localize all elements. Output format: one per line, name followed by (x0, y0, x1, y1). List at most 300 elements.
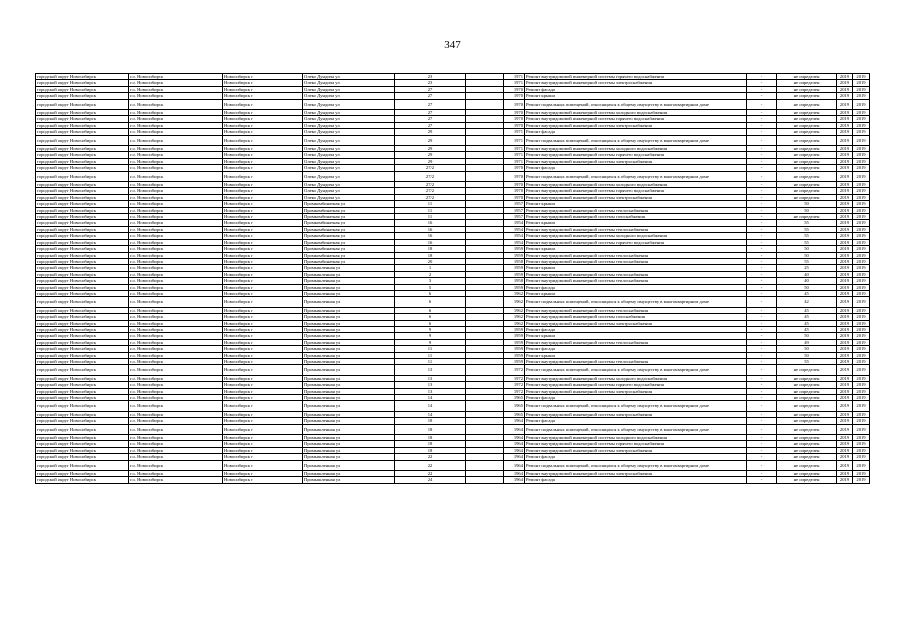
year-end-cell: 2019 (853, 395, 870, 401)
municipality-cell: городской округ Новосибирск (36, 165, 129, 171)
table-row (36, 424, 870, 434)
municipality-cell: городской округ Новосибирск (36, 365, 129, 375)
year-built-cell: 1954 (504, 226, 525, 232)
city-cell: Новосибирск г (223, 447, 303, 453)
year-end-cell: 2019 (853, 284, 870, 290)
year-start-cell: 2019 (837, 271, 853, 277)
year-end-cell: 2019 (853, 447, 870, 453)
cost-cell: 40 (777, 271, 837, 277)
municipality-cell: городской округ Новосибирск (36, 271, 129, 277)
work-type-cell: Ремонт внутридомовой инженерной системы электроснабжения (525, 194, 747, 200)
dash-cell: - (747, 165, 777, 171)
city-cell: Новосибирск г (223, 220, 303, 226)
year-end-cell: 2019 (853, 194, 870, 200)
street-cell: Промкомбинатная ул (303, 220, 395, 226)
cost-cell: не определен (777, 382, 837, 388)
work-type-cell: Ремонт внутридомовой инженерной системы электроснабжения (525, 80, 747, 86)
year-built-cell: 1964 (504, 435, 525, 441)
year-start-cell: 2019 (837, 454, 853, 460)
street-cell: Промышленная ул (303, 375, 395, 381)
year-end-cell: 2019 (853, 314, 870, 320)
municipality-cell: городской округ Новосибирск (36, 220, 129, 226)
year-end-cell: 2019 (853, 375, 870, 381)
work-type-cell: Ремонт подвальных помещений, относящихся к общему имуществу в многоквартирном доме (525, 171, 747, 181)
city-cell: Новосибирск г (223, 122, 303, 128)
year-built-cell: 1958 (504, 258, 525, 264)
cost-cell: 45 (777, 326, 837, 332)
year-built-cell: 1971 (504, 74, 525, 80)
work-type-cell: Ремонт внутридомовой инженерной системы горячего водоснабжения (525, 116, 747, 122)
house-number-cell: 16 (395, 226, 466, 232)
year-end-cell: 2019 (853, 418, 870, 424)
dash-cell: - (747, 99, 777, 109)
year-built-cell: 1959 (504, 339, 525, 345)
cost-cell: не определен (777, 93, 837, 99)
district-cell: г.о. Новосибирск (129, 158, 223, 164)
house-number-cell: 27/2 (395, 165, 466, 171)
street-cell: Олеко Дундича ул (303, 93, 395, 99)
cost-cell: не определен (777, 165, 837, 171)
city-cell: Новосибирск г (223, 165, 303, 171)
municipality-cell: городской округ Новосибирск (36, 388, 129, 394)
city-cell: Новосибирск г (223, 233, 303, 239)
municipality-cell: городской округ Новосибирск (36, 258, 129, 264)
dash-cell: - (747, 252, 777, 258)
year-start-cell: 2019 (837, 284, 853, 290)
work-type-cell: Ремонт внутридомовой инженерной системы горячего водоснабжения (525, 382, 747, 388)
municipality-cell: городской округ Новосибирск (36, 226, 129, 232)
city-cell: Новосибирск г (223, 395, 303, 401)
dash-cell: - (747, 110, 777, 116)
street-cell: Промышленная ул (303, 326, 395, 332)
year-start-cell: 2019 (837, 441, 853, 447)
district-cell: г.о. Новосибирск (129, 265, 223, 271)
municipality-cell: городской округ Новосибирск (36, 441, 129, 447)
municipality-cell: городской округ Новосибирск (36, 339, 129, 345)
work-type-cell: Ремонт подвальных помещений, относящихся к общему имуществу в многоквартирном доме (525, 135, 747, 145)
cost-cell: 55 (777, 233, 837, 239)
cost-cell: не определен (777, 171, 837, 181)
district-cell: г.о. Новосибирск (129, 165, 223, 171)
district-cell: г.о. Новосибирск (129, 454, 223, 460)
year-start-cell: 2019 (837, 307, 853, 313)
work-type-cell: Ремонт внутридомовой инженерной системы электроснабжения (525, 447, 747, 453)
year-end-cell: 2019 (853, 135, 870, 145)
house-number-cell: 2 (395, 271, 466, 277)
work-type-cell: Ремонт фасада (525, 284, 747, 290)
house-number-cell: 22 (395, 471, 466, 477)
year-start-cell: 2019 (837, 226, 853, 232)
street-cell: Олеко Дундича ул (303, 86, 395, 92)
dash-cell: - (747, 352, 777, 358)
district-cell: г.о. Новосибирск (129, 333, 223, 339)
year-end-cell: 2019 (853, 86, 870, 92)
building-cell (466, 365, 504, 375)
year-start-cell: 2019 (837, 359, 853, 365)
house-number-cell: 27 (395, 122, 466, 128)
year-end-cell: 2019 (853, 320, 870, 326)
year-end-cell: 2019 (853, 271, 870, 277)
house-number-cell: 16 (395, 239, 466, 245)
cost-cell: 55 (777, 258, 837, 264)
cost-cell: 45 (777, 307, 837, 313)
work-type-cell: Ремонт внутридомовой инженерной системы газоснабжения (525, 314, 747, 320)
cost-cell: не определен (777, 182, 837, 188)
street-cell: Олеко Дундича ул (303, 146, 395, 152)
municipality-cell: городской округ Новосибирск (36, 182, 129, 188)
house-number-cell: 13 (395, 375, 466, 381)
work-type-cell: Ремонт фасада (525, 395, 747, 401)
year-start-cell: 2019 (837, 401, 853, 411)
district-cell: г.о. Новосибирск (129, 233, 223, 239)
dash-cell: - (747, 271, 777, 277)
municipality-cell: городской округ Новосибирск (36, 146, 129, 152)
municipality-cell: городской округ Новосибирск (36, 158, 129, 164)
dash-cell: - (747, 477, 777, 483)
year-built-cell: 1964 (504, 477, 525, 483)
dash-cell: - (747, 395, 777, 401)
municipality-cell: городской округ Новосибирск (36, 382, 129, 388)
district-cell: г.о. Новосибирск (129, 375, 223, 381)
street-cell: Олеко Дундича ул (303, 116, 395, 122)
year-end-cell: 2019 (853, 326, 870, 332)
district-cell: г.о. Новосибирск (129, 382, 223, 388)
municipality-cell: городской округ Новосибирск (36, 74, 129, 80)
year-start-cell: 2019 (837, 99, 853, 109)
street-cell: Олеко Дундича ул (303, 99, 395, 109)
house-number-cell: 27 (395, 99, 466, 109)
year-built-cell: 1972 (504, 382, 525, 388)
year-built-cell: 1970 (504, 122, 525, 128)
house-number-cell: 27 (395, 116, 466, 122)
cost-cell: 49 (777, 339, 837, 345)
street-cell: Олеко Дундича ул (303, 122, 395, 128)
dash-cell: - (747, 207, 777, 213)
year-built-cell: 1962 (504, 320, 525, 326)
house-number-cell: 11 (395, 214, 466, 220)
street-cell: Промышленная ул (303, 284, 395, 290)
district-cell: г.о. Новосибирск (129, 326, 223, 332)
city-cell: Новосибирск г (223, 188, 303, 194)
work-type-cell: Ремонт внутридомовой инженерной системы электроснабжения (525, 411, 747, 417)
cost-cell: 40 (777, 278, 837, 284)
house-number-cell: 27/2 (395, 171, 466, 181)
street-cell: Олеко Дундича ул (303, 135, 395, 145)
building-cell (466, 297, 504, 307)
year-start-cell: 2019 (837, 152, 853, 158)
street-cell: Промышленная ул (303, 297, 395, 307)
house-number-cell: 6 (395, 290, 466, 296)
municipality-cell: городской округ Новосибирск (36, 314, 129, 320)
year-built-cell: 1970 (504, 194, 525, 200)
street-cell: Промышленная ул (303, 460, 395, 470)
district-cell: г.о. Новосибирск (129, 246, 223, 252)
house-number-cell: 9 (395, 333, 466, 339)
year-end-cell: 2019 (853, 146, 870, 152)
municipality-cell: городской округ Новосибирск (36, 284, 129, 290)
work-type-cell: Ремонт фасада (525, 129, 747, 135)
district-cell: г.о. Новосибирск (129, 284, 223, 290)
dash-cell: - (747, 307, 777, 313)
dash-cell: - (747, 122, 777, 128)
municipality-cell: городской округ Новосибирск (36, 307, 129, 313)
cost-cell: не определен (777, 401, 837, 411)
house-number-cell: 6 (395, 314, 466, 320)
work-type-cell: Ремонт внутридомовой инженерной системы холодного водоснабжения (525, 435, 747, 441)
city-cell: Новосибирск г (223, 435, 303, 441)
year-start-cell: 2019 (837, 122, 853, 128)
house-number-cell: 11 (395, 359, 466, 365)
page-number: 347 (444, 39, 461, 51)
work-type-cell: Ремонт внутридомовой инженерной системы электроснабжения (525, 388, 747, 394)
table-row (36, 401, 870, 411)
year-end-cell: 2019 (853, 165, 870, 171)
table-row (36, 297, 870, 307)
district-cell: г.о. Новосибирск (129, 80, 223, 86)
year-built-cell: 1962 (504, 314, 525, 320)
municipality-cell: городской округ Новосибирск (36, 246, 129, 252)
city-cell: Новосибирск г (223, 401, 303, 411)
dash-cell: - (747, 239, 777, 245)
house-number-cell: 18 (395, 441, 466, 447)
year-start-cell: 2019 (837, 74, 853, 80)
municipality-cell: городской округ Новосибирск (36, 359, 129, 365)
year-end-cell: 2019 (853, 258, 870, 264)
municipality-cell: городской округ Новосибирск (36, 418, 129, 424)
street-cell: Промышленная ул (303, 388, 395, 394)
work-type-cell: Ремонт внутридомовой инженерной системы теплоснабжения (525, 258, 747, 264)
dash-cell: - (747, 278, 777, 284)
city-cell: Новосибирск г (223, 93, 303, 99)
dash-cell: - (747, 226, 777, 232)
table-row (36, 135, 870, 145)
street-cell: Олеко Дундича ул (303, 74, 395, 80)
dash-cell: - (747, 220, 777, 226)
year-end-cell: 2019 (853, 246, 870, 252)
dash-cell: - (747, 86, 777, 92)
cost-cell: 50 (777, 207, 837, 213)
year-start-cell: 2019 (837, 188, 853, 194)
dash-cell: - (747, 418, 777, 424)
city-cell: Новосибирск г (223, 135, 303, 145)
building-cell (466, 99, 504, 109)
municipality-cell: городской округ Новосибирск (36, 447, 129, 453)
cost-cell: 50 (777, 346, 837, 352)
dash-cell: - (747, 290, 777, 296)
street-cell: Промышленная ул (303, 454, 395, 460)
year-built-cell: 1959 (504, 359, 525, 365)
street-cell: Промышленная ул (303, 278, 395, 284)
work-type-cell: Ремонт фасада (525, 418, 747, 424)
cost-cell: не определен (777, 194, 837, 200)
year-built-cell: 1965 (504, 401, 525, 411)
city-cell: Новосибирск г (223, 171, 303, 181)
work-type-cell: Ремонт внутридомовой инженерной системы теплоснабжения (525, 271, 747, 277)
cost-cell: 50 (777, 246, 837, 252)
district-cell: г.о. Новосибирск (129, 314, 223, 320)
dash-cell: - (747, 346, 777, 352)
year-end-cell: 2019 (853, 411, 870, 417)
street-cell: Промышленная ул (303, 441, 395, 447)
house-number-cell: 16 (395, 233, 466, 239)
work-type-cell: Ремонт крыши (525, 333, 747, 339)
district-cell: г.о. Новосибирск (129, 239, 223, 245)
cost-cell: 45 (777, 314, 837, 320)
house-number-cell: 11 (395, 346, 466, 352)
work-type-cell: Ремонт фасада (525, 326, 747, 332)
city-cell: Новосибирск г (223, 460, 303, 470)
year-start-cell: 2019 (837, 252, 853, 258)
year-built-cell: 1959 (504, 252, 525, 258)
work-type-cell: Ремонт фасада (525, 165, 747, 171)
work-type-cell: Ремонт крыши (525, 352, 747, 358)
year-start-cell: 2019 (837, 165, 853, 171)
district-cell: г.о. Новосибирск (129, 188, 223, 194)
year-built-cell: 1970 (504, 86, 525, 92)
street-cell: Промкомбинатная ул (303, 239, 395, 245)
year-end-cell: 2019 (853, 188, 870, 194)
city-cell: Новосибирск г (223, 297, 303, 307)
municipality-cell: городской округ Новосибирск (36, 233, 129, 239)
street-cell: Промышленная ул (303, 365, 395, 375)
street-cell: Олеко Дундича ул (303, 80, 395, 86)
year-end-cell: 2019 (853, 471, 870, 477)
year-end-cell: 2019 (853, 207, 870, 213)
year-built-cell: 1970 (504, 99, 525, 109)
district-cell: г.о. Новосибирск (129, 271, 223, 277)
year-start-cell: 2019 (837, 135, 853, 145)
work-type-cell: Ремонт внутридомовой инженерной системы электроснабжения (525, 320, 747, 326)
work-type-cell: Ремонт крыши (525, 220, 747, 226)
work-type-cell: Ремонт внутридомовой инженерной системы горячего водоснабжения (525, 188, 747, 194)
cost-cell: не определен (777, 477, 837, 483)
street-cell: Олеко Дундича ул (303, 182, 395, 188)
house-number-cell: 23 (395, 74, 466, 80)
year-end-cell: 2019 (853, 214, 870, 220)
municipality-cell: городской округ Новосибирск (36, 460, 129, 470)
year-start-cell: 2019 (837, 297, 853, 307)
year-start-cell: 2019 (837, 339, 853, 345)
city-cell: Новосибирск г (223, 388, 303, 394)
year-end-cell: 2019 (853, 116, 870, 122)
year-built-cell: 1970 (504, 110, 525, 116)
work-type-cell: Ремонт крыши (525, 93, 747, 99)
year-built-cell: 1970 (504, 116, 525, 122)
house-number-cell: 11 (395, 352, 466, 358)
cost-cell: не определен (777, 86, 837, 92)
house-number-cell: 20 (395, 258, 466, 264)
street-cell: Промышленная ул (303, 271, 395, 277)
district-cell: г.о. Новосибирск (129, 395, 223, 401)
city-cell: Новосибирск г (223, 110, 303, 116)
dash-cell: - (747, 194, 777, 200)
year-end-cell: 2019 (853, 129, 870, 135)
house-number-cell: 18 (395, 435, 466, 441)
year-built-cell: 1964 (504, 418, 525, 424)
work-type-cell: Ремонт внутридомовой инженерной системы горячего водоснабжения (525, 152, 747, 158)
year-end-cell: 2019 (853, 152, 870, 158)
year-end-cell: 2019 (853, 382, 870, 388)
cost-cell: 45 (777, 290, 837, 296)
cost-cell: не определен (777, 74, 837, 80)
work-type-cell: Ремонт фасада (525, 346, 747, 352)
house-number-cell: 24 (395, 477, 466, 483)
street-cell: Промышленная ул (303, 477, 395, 483)
cost-cell: не определен (777, 418, 837, 424)
street-cell: Промышленная ул (303, 346, 395, 352)
municipality-cell: городской округ Новосибирск (36, 152, 129, 158)
city-cell: Новосибирск г (223, 80, 303, 86)
city-cell: Новосибирск г (223, 359, 303, 365)
city-cell: Новосибирск г (223, 239, 303, 245)
street-cell: Промышленная ул (303, 339, 395, 345)
city-cell: Новосибирск г (223, 471, 303, 477)
municipality-cell: городской округ Новосибирск (36, 320, 129, 326)
street-cell: Промкомбинатная ул (303, 207, 395, 213)
cost-cell: не определен (777, 375, 837, 381)
house-number-cell: 27/2 (395, 188, 466, 194)
city-cell: Новосибирск г (223, 346, 303, 352)
year-start-cell: 2019 (837, 246, 853, 252)
work-type-cell: Ремонт внутридомовой инженерной системы холодного водоснабжения (525, 110, 747, 116)
building-cell (466, 424, 504, 434)
year-built-cell: 1972 (504, 388, 525, 394)
city-cell: Новосибирск г (223, 158, 303, 164)
year-start-cell: 2019 (837, 320, 853, 326)
district-cell: г.о. Новосибирск (129, 460, 223, 470)
dash-cell: - (747, 182, 777, 188)
dash-cell: - (747, 375, 777, 381)
work-type-cell: Ремонт подвальных помещений, относящихся к общему имуществу в многоквартирном доме (525, 365, 747, 375)
city-cell: Новосибирск г (223, 252, 303, 258)
table-row (36, 365, 870, 375)
year-start-cell: 2019 (837, 346, 853, 352)
street-cell: Олеко Дундича ул (303, 165, 395, 171)
house-number-cell: 14 (395, 411, 466, 417)
work-type-cell: Ремонт внутридомовой инженерной системы теплоснабжения (525, 207, 747, 213)
municipality-cell: городской округ Новосибирск (36, 188, 129, 194)
district-cell: г.о. Новосибирск (129, 171, 223, 181)
city-cell: Новосибирск г (223, 226, 303, 232)
year-start-cell: 2019 (837, 424, 853, 434)
year-start-cell: 2019 (837, 352, 853, 358)
cost-cell: не определен (777, 122, 837, 128)
work-type-cell: Ремонт внутридомовой инженерной системы теплоснабжения (525, 278, 747, 284)
year-start-cell: 2019 (837, 471, 853, 477)
year-start-cell: 2019 (837, 207, 853, 213)
year-built-cell: 1954 (504, 233, 525, 239)
year-built-cell: 1959 (504, 271, 525, 277)
city-cell: Новосибирск г (223, 284, 303, 290)
cost-cell: не определен (777, 411, 837, 417)
dash-cell: - (747, 454, 777, 460)
building-cell (466, 477, 504, 483)
building-cell (466, 460, 504, 470)
dash-cell: - (747, 233, 777, 239)
year-built-cell: 1971 (504, 146, 525, 152)
street-cell: Промышленная ул (303, 352, 395, 358)
cost-cell: не определен (777, 99, 837, 109)
year-built-cell: 1964 (504, 471, 525, 477)
cost-cell: не определен (777, 435, 837, 441)
year-end-cell: 2019 (853, 171, 870, 181)
street-cell: Промышленная ул (303, 320, 395, 326)
city-cell: Новосибирск г (223, 278, 303, 284)
year-start-cell: 2019 (837, 233, 853, 239)
year-start-cell: 2019 (837, 278, 853, 284)
work-type-cell: Ремонт внутридомовой инженерной системы горячего водоснабжения (525, 441, 747, 447)
municipality-cell: городской округ Новосибирск (36, 333, 129, 339)
